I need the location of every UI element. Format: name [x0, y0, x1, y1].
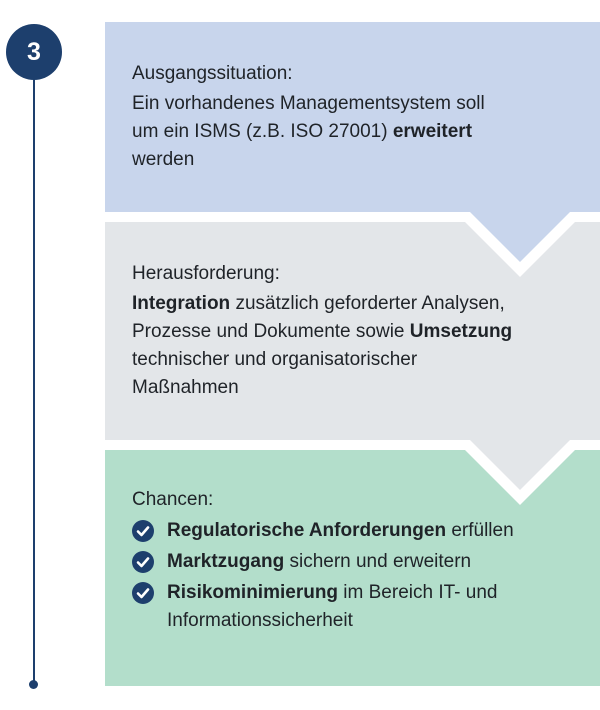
chances-item-line-2: Informationssicherheit [167, 610, 353, 631]
challenge-line-1 [132, 290, 512, 318]
chances-item-emphasis: Risikominimierung [167, 582, 339, 603]
challenge-text [132, 260, 512, 402]
situation-emphasis: erweitert [392, 121, 473, 142]
chances-item-text: sichern und erweitern [284, 551, 472, 572]
situation-heading: Ausgangssituation: [132, 63, 293, 84]
chances-item-text: im Bereich IT- und [338, 582, 498, 603]
challenge-heading: Herausforderung: [132, 263, 280, 284]
situation-text [132, 60, 485, 174]
challenge-emphasis-2: Umsetzung [409, 321, 513, 342]
chances-item-line [167, 579, 497, 607]
chances-list-item [132, 517, 514, 545]
check-circle-icon [132, 582, 154, 604]
step-number: 3 [27, 37, 41, 66]
situation-line-2-text: um ein ISMS (z.B. ISO 27001) [132, 121, 393, 142]
challenge-line-2-text: Prozesse und Dokumente sowie [132, 321, 410, 342]
chances-text [132, 486, 514, 635]
chances-item-line [167, 548, 471, 576]
challenge-line-3: technischer und organisatorischer [132, 349, 418, 370]
situation-line-3: werden [132, 149, 195, 170]
challenge-emphasis-1: Integration [132, 293, 231, 314]
situation-line-2 [132, 118, 485, 146]
challenge-line-1-text: zusätzlich geforderter Analysen, [230, 293, 505, 314]
chances-item-emphasis: Regulatorische Anforderungen [167, 520, 447, 541]
chances-item-body [167, 517, 514, 545]
challenge-line-2 [132, 318, 512, 346]
chances-item-body [167, 548, 471, 576]
chances-item-emphasis: Marktzugang [167, 551, 285, 572]
chances-list-item [132, 579, 514, 635]
situation-line-1: Ein vorhandenes Managementsystem soll [132, 93, 485, 114]
chances-item-body [167, 579, 497, 635]
chances-heading: Chancen: [132, 489, 214, 510]
chances-item-text: erfüllen [446, 520, 514, 541]
check-circle-icon [132, 520, 154, 542]
check-circle-icon [132, 551, 154, 573]
chances-item-line [167, 517, 514, 545]
chances-list-item [132, 548, 514, 576]
challenge-line-4: Maßnahmen [132, 377, 239, 398]
